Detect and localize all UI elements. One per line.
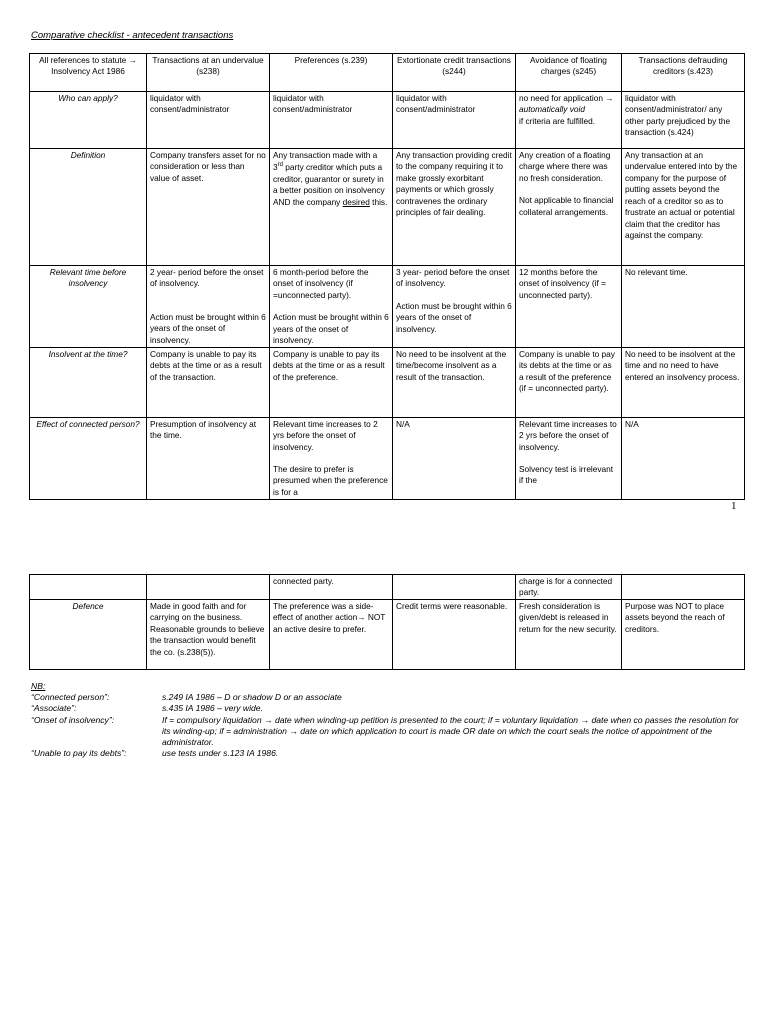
- cell-text: 3 year- period before the onset of insolvency.: [396, 267, 510, 289]
- table-cell: Fresh consideration is given/debt is released in return for the new security.: [516, 599, 622, 669]
- note-definition: s.435 IA 1986 – very wide.: [162, 703, 263, 714]
- table-cell: Any transaction at an undervalue entered into by the company for the purpose of putting assets beyond the reach of a creditor so as to frustrate an actual or potential claim that the creditor has against the company.: [622, 149, 745, 266]
- superscript: rd: [277, 162, 283, 169]
- cell-text: Action must be brought within 6 years of the onset of insolvency.: [396, 300, 512, 334]
- cell-text: Relevant time increases to 2 yrs before the onset of insolvency.: [519, 418, 617, 452]
- cell-text: Any creation of a floating charge where there was no fresh consideration.: [519, 150, 611, 183]
- table-cell: [516, 149, 622, 266]
- cell-text-emphasis: automatically void: [519, 104, 585, 115]
- table-cell: Credit terms were reasonable.: [393, 599, 516, 669]
- table-cell: [270, 417, 393, 499]
- table-cell: Any transaction providing credit to the company requiring it to make grossly exorbitant payments or which grossly contravenes the ordinary principles of fair dealing.: [393, 149, 516, 266]
- table-cell: liquidator with consent/administrator: [393, 92, 516, 149]
- table-row-insolvent: [30, 347, 745, 417]
- table-row-who-can-apply: [30, 92, 745, 149]
- document-title: Comparative checklist - antecedent transactions: [31, 30, 234, 41]
- table-cell: [393, 266, 516, 348]
- table-cell: liquidator with consent/administrator: [147, 92, 270, 149]
- header-cell: Transactions at an undervalue (s238): [147, 54, 270, 92]
- header-row: [30, 54, 745, 92]
- table-cell: connected party.: [270, 575, 393, 600]
- table-row-definition: [30, 149, 745, 266]
- table-cell: liquidator with consent/administrator/ any other party prejudiced by the transaction (s.424): [622, 92, 745, 149]
- header-cell: All references to statute → Insolvency Act 1986: [30, 54, 147, 92]
- row-label: Definition: [30, 149, 147, 266]
- cell-text: Not applicable to financial collateral arrangements.: [519, 195, 614, 217]
- note-item: [31, 715, 746, 749]
- table-cell: [30, 575, 147, 600]
- comparison-table-continued: [29, 574, 745, 670]
- table-cell: No relevant time.: [622, 266, 745, 348]
- table-cell: Company transfers asset for no consideration or less than value of asset.: [147, 149, 270, 266]
- note-item: [31, 703, 746, 714]
- table-cell: [147, 575, 270, 600]
- row-label: Insolvent at the time?: [30, 347, 147, 417]
- note-term: “Onset of insolvency”:: [31, 714, 115, 725]
- page-number: 1: [731, 500, 737, 512]
- cell-text: 6 month-period before the onset of insolvency (if =unconnected party).: [273, 267, 369, 300]
- cell-text: 2 year- period before the onset of insolvency.: [150, 267, 264, 289]
- header-cell: Avoidance of floating charges (s245): [516, 54, 622, 92]
- header-cell: Transactions defrauding creditors (s.423): [622, 54, 745, 92]
- header-cell: Extortionate credit transactions (s244): [393, 54, 516, 92]
- table-cell: Company is unable to pay its debts at the time or as a result of the preference (if = unconnected party).: [516, 347, 622, 417]
- table-row-connected-person: [30, 417, 745, 499]
- cell-text: Action must be brought within 6 years of the onset of insolvency.: [273, 312, 389, 346]
- table-row-relevant-time: [30, 266, 745, 348]
- comparison-table: [29, 53, 745, 500]
- table-cell: [516, 92, 622, 149]
- note-definition: If = compulsory liquidation → date when winding-up petition is presented to the court; if = voluntary liquidation → date when co passes the resolution for its winding-up; if = administration → date on which application to court is made OR date on which the court seals the notice of appointment of the administrator.: [162, 714, 739, 747]
- table-cell: No need to be insolvent at the time/become insolvent as a result of the transaction.: [393, 347, 516, 417]
- cell-text: Relevant time increases to 2 yrs before the onset of insolvency.: [273, 418, 378, 452]
- notes-heading: NB:: [31, 681, 46, 691]
- table-cell: Presumption of insolvency at the time.: [147, 417, 270, 499]
- table-cell: The preference was a side-effect of another action→ NOT an active desire to prefer.: [270, 599, 393, 669]
- table-cell: [270, 149, 393, 266]
- note-term: “Connected person”:: [31, 692, 110, 703]
- table-cell: No need to be insolvent at the time and no need to have entered an insolvency process.: [622, 347, 745, 417]
- cell-text: Action must be brought within 6 years of the onset of insolvency.: [150, 311, 266, 345]
- header-cell: Preferences (s.239): [270, 54, 393, 92]
- table-cell: [393, 575, 516, 600]
- table-cell: [147, 266, 270, 348]
- table-cell: N/A: [622, 417, 745, 499]
- table-row-continued: [30, 575, 745, 600]
- note-term: “Associate”:: [31, 703, 77, 714]
- cell-text: The desire to prefer is presumed when the preference is for a: [273, 463, 388, 497]
- note-definition: s.249 IA 1986 – D or shadow D or an associate: [162, 692, 342, 703]
- table-cell: Company is unable to pay its debts at the time or as a result of the preference.: [270, 347, 393, 417]
- row-label: Relevant time before insolvency: [30, 266, 147, 348]
- table-cell: [516, 417, 622, 499]
- notes-section: [31, 681, 746, 759]
- cell-text: if criteria are fulfilled.: [519, 115, 596, 126]
- table-row-defence: [30, 599, 745, 669]
- table-cell: liquidator with consent/administrator: [270, 92, 393, 149]
- table-cell: Purpose was NOT to place assets beyond the reach of creditors.: [622, 599, 745, 669]
- note-term: “Unable to pay its debts”:: [31, 748, 127, 759]
- cell-text: this.: [369, 196, 388, 207]
- note-item: [31, 692, 746, 703]
- table-cell: Made in good faith and for carrying on the business. Reasonable grounds to believe the transaction would benefit the co. (s.238(5)).: [147, 599, 270, 669]
- row-label: Who can apply?: [30, 92, 147, 149]
- table-cell: 12 months before the onset of insolvency (if = unconnected party).: [516, 266, 622, 348]
- underlined-text: desired: [342, 196, 370, 207]
- row-label: Effect of connected person?: [30, 417, 147, 499]
- table-cell: N/A: [393, 417, 516, 499]
- row-label: Defence: [30, 599, 147, 669]
- table-cell: [270, 266, 393, 348]
- table-cell: Company is unable to pay its debts at the time or as a result of the transaction.: [147, 347, 270, 417]
- cell-text: party creditor which puts a creditor, guarantor or surety in a better position on insolvency AND the company: [273, 162, 385, 207]
- table-cell: [622, 575, 745, 600]
- cell-text: no need for application →: [519, 93, 614, 103]
- note-item: [31, 748, 746, 759]
- cell-text: Any transaction made with a 3: [273, 150, 378, 173]
- cell-text: Solvency test is irrelevant if the: [519, 463, 614, 486]
- table-cell: charge is for a connected party.: [516, 575, 622, 600]
- note-definition: use tests under s.123 IA 1986.: [162, 748, 279, 759]
